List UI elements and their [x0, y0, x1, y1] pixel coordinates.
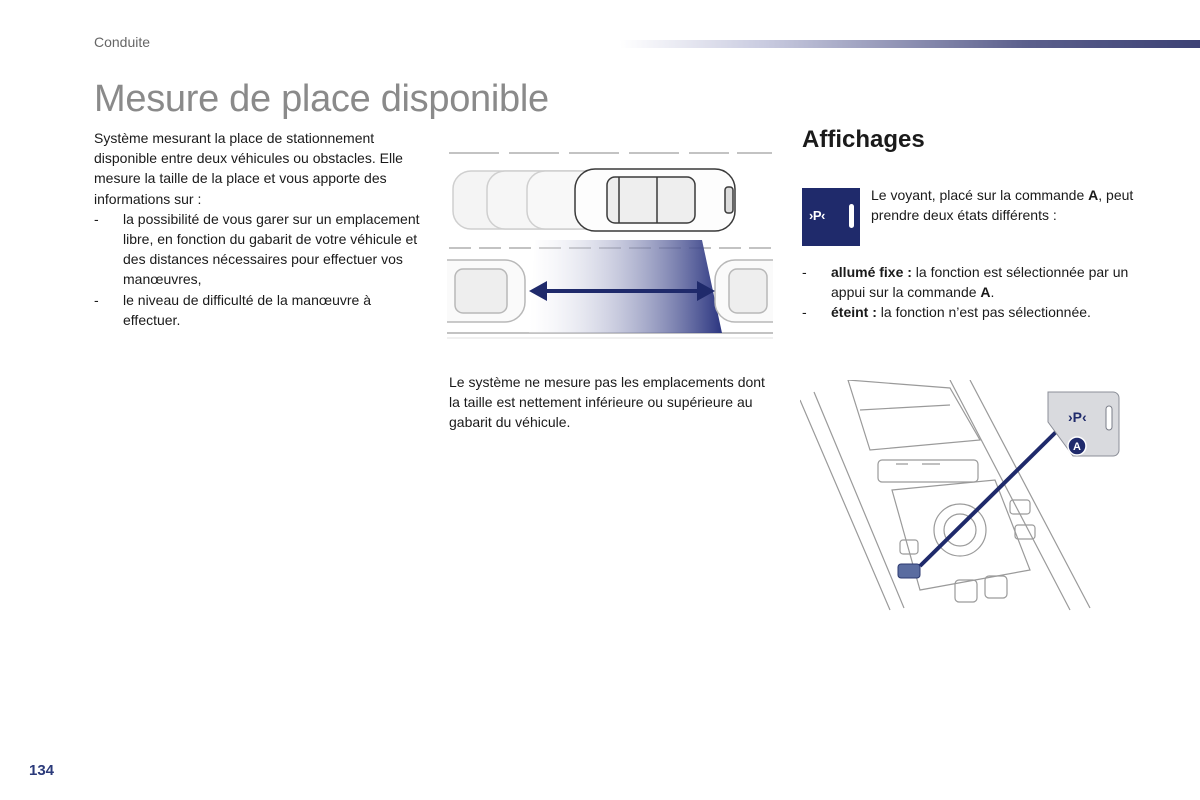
indicator-text-part: Le voyant, placé sur la commande: [871, 187, 1089, 203]
bullet-dash: -: [94, 210, 99, 227]
list-item: [94, 209, 424, 290]
bullet-dash: -: [802, 304, 807, 321]
indicator-text-part: , peut prendre deux états différents :: [871, 187, 1134, 224]
parked-car-right: [715, 260, 773, 322]
button-closeup-led: [1106, 406, 1112, 430]
command-ref: A: [1088, 187, 1099, 203]
bullet-dash: -: [94, 291, 99, 308]
button-closeup-label: ›P‹: [1068, 409, 1087, 425]
bullet-text: le niveau de difficulté de la manœuvre à effectuer.: [123, 291, 371, 328]
intro-bullet-list: [94, 209, 424, 330]
state-text: la fonction n’est pas sélectionnée.: [876, 304, 1091, 321]
list-item: [802, 302, 1142, 322]
list-item: [94, 290, 424, 330]
indicator-label: ›P‹: [809, 208, 825, 223]
limitation-note: Le système ne mesure pas les emplacements dont la taille est nettement inférieure ou supérieure au gabarit du véhicule.: [449, 374, 765, 431]
indicator-led: [849, 204, 854, 228]
header-gradient-bar: [620, 40, 1200, 48]
state-term: éteint :: [831, 304, 877, 321]
command-ref: A: [980, 284, 991, 301]
parked-car-left: [447, 260, 525, 322]
center-console-illustration: [800, 380, 1130, 615]
indicator-states-list: [802, 262, 1142, 323]
page-number: 134: [29, 762, 55, 779]
state-text: la fonction est sélectionnée par un appui sur la commande: [831, 264, 1129, 301]
bullet-dash: -: [802, 264, 807, 280]
moving-car: [575, 169, 735, 231]
intro-text: [94, 128, 424, 330]
section-label: Conduite: [94, 34, 151, 50]
page-title: Mesure de place disponible: [94, 78, 549, 120]
list-item: [802, 262, 1142, 302]
callout-line: [920, 430, 1058, 566]
measured-space-zone: [529, 240, 722, 333]
intro-paragraph: Système mesurant la place de stationnement disponible entre deux véhicules ou obstacles. Elle mesure la taille de la place et vous apporte des informations sur :: [94, 130, 403, 207]
park-sensor-indicator-icon: [802, 188, 860, 246]
callout-a-label: A: [1073, 441, 1081, 453]
section-heading: Affichages: [802, 126, 925, 153]
park-button-small: [898, 564, 920, 578]
indicator-description: [871, 185, 1146, 225]
state-text-end: .: [990, 284, 995, 301]
parking-space-diagram: [447, 145, 773, 345]
bullet-text: la possibilité de vous garer sur un emplacement libre, en fonction du gabarit de votre véhicule et des distances nécessaires pour effectuer vos manœuvres,: [123, 210, 420, 288]
state-term: allumé fixe :: [831, 264, 912, 280]
